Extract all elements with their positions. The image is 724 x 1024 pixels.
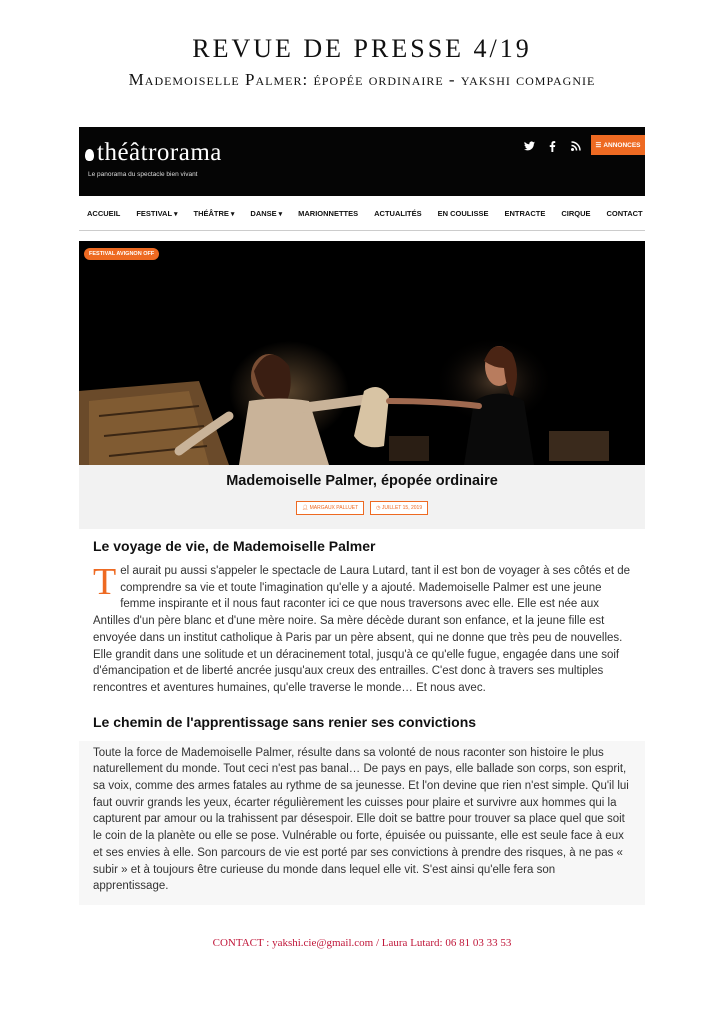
main-nav — [79, 196, 645, 231]
facebook-icon[interactable] — [547, 141, 558, 155]
rss-icon[interactable] — [570, 141, 581, 155]
nav-item-contact[interactable]: CONTACT — [606, 208, 643, 218]
spacer — [79, 231, 645, 241]
nav-item-festival[interactable]: FESTIVAL ▾ — [136, 209, 177, 218]
article-body — [79, 529, 645, 905]
paragraph-1-text: el aurait pu aussi s'appeler le spectacle de Laura Lutard, tant il est bon de voyager à ses côtés et de comprendre sa vie et toute l'imagination qu'elle y a ajouté. Mademoiselle Palmer est une jeune femme inspirante et il nous faut raconter ici ce que nous traversons avec elle. Elle est née aux Antilles d'un père blanc et d'une mère noire. Sa mère décède durant son enfance, et la jeune fille est envoyée dans un institut catholique à Paris par un père absent, qui ne donne que très peu de nouvelles. Elle grandit dans une solitude et un déracinement total, jusqu'à ce qu'elle fugue, engagée dans une soif d'émancipation et de liberté ancrée jusqu'aux creux des entrailles. C'est donc à travers ses multiples rencontres et aventures humaines, qu'elle traverse le monde… Et nous avec. — [93, 565, 631, 694]
category-badge[interactable]: FESTIVAL AVIGNON OFF — [84, 248, 159, 260]
nav-item-theatre[interactable]: THÉÂTRE ▾ — [194, 209, 235, 218]
clock-icon: ◷ — [376, 505, 382, 511]
article-paragraph-2: Toute la force de Mademoiselle Palmer, résulte dans sa volonté de nous raconter son histoire le plus naturellement du monde. Tout ceci n'est pas banal… De pays en pays, elle ballade son corps, son esprit, sa voix, comme des armes fatales au rythme de sa jeunesse. Et l'on devine que rien n'est simple. Qu'il lui faut ouvrir grands les yeux, écarter régulièrement les cuisses pour plaire et survivre aux hommes qui la capturent par amour ou la trahissent par désespoir. Elle doit se battre pour trouver sa place quel que soit le coin de la planète ou elle se pose. Vulnérable ou forte, épuisée ou puissante, elle est seule face à eux et ses envies à elle. Son parcours de vie est porté par ses convictions à prendre des risques, à ne pas « subir » et à toujours être curieuse du monde dans lequel elle vit. S'est ainsi qu'elle fera son apprentissage. — [79, 741, 645, 905]
logo-text: théâtrorama — [97, 139, 222, 166]
post-meta — [79, 501, 645, 515]
nav-item-marionnettes[interactable]: MARIONNETTES — [298, 208, 359, 218]
website-screenshot — [79, 127, 645, 924]
nav-item-accueil[interactable]: ACCUEIL — [87, 208, 121, 218]
social-links — [524, 141, 581, 155]
site-header — [79, 127, 645, 196]
site-tagline: Le panorama du spectacle bien vivant — [88, 171, 198, 178]
drop-cap: T — [93, 561, 117, 603]
footer-contact: CONTACT : yakshi.cie@gmail.com / Laura Lutard: 06 81 03 33 53 — [212, 937, 512, 949]
hero-photo — [79, 241, 645, 465]
document-header — [0, 34, 724, 90]
post-date: JUILLET 15, 2019 — [381, 505, 423, 511]
twitter-icon[interactable] — [524, 141, 535, 155]
document-title: REVUE DE PRESSE 4/19 — [192, 34, 532, 63]
user-icon: 👤︎ — [301, 505, 310, 511]
article-paragraph-1 — [93, 563, 633, 697]
date-chip — [370, 501, 428, 515]
nav-item-danse[interactable]: DANSE ▾ — [250, 209, 282, 218]
article-heading-1: Le voyage de vie, de Mademoiselle Palmer — [93, 538, 376, 554]
article-heading-2: Le chemin de l'apprentissage sans renier ses convictions — [93, 713, 477, 730]
nav-item-cirque[interactable]: CIRQUE — [561, 208, 591, 218]
menu-icon: ☰ — [595, 142, 602, 149]
annonces-button[interactable] — [591, 135, 645, 155]
author-name: MARGAUX PALLUET — [309, 505, 359, 511]
document-subtitle: Mademoiselle Palmer: épopée ordinaire - yakshi compagnie — [128, 70, 596, 89]
nav-item-en-coulisse[interactable]: EN COULISSE — [437, 208, 489, 218]
author-chip[interactable] — [296, 501, 364, 515]
post-title-block — [79, 465, 645, 529]
stage-photo-illustration — [79, 241, 645, 465]
logo-mark-icon — [85, 149, 94, 161]
nav-item-actualites[interactable]: ACTUALITÉS — [374, 208, 422, 218]
site-logo[interactable] — [85, 139, 222, 167]
annonces-label: ANNONCES — [603, 141, 641, 149]
post-title: Mademoiselle Palmer, épopée ordinaire — [226, 473, 498, 489]
nav-item-entracte[interactable]: ENTRACTE — [504, 208, 546, 218]
